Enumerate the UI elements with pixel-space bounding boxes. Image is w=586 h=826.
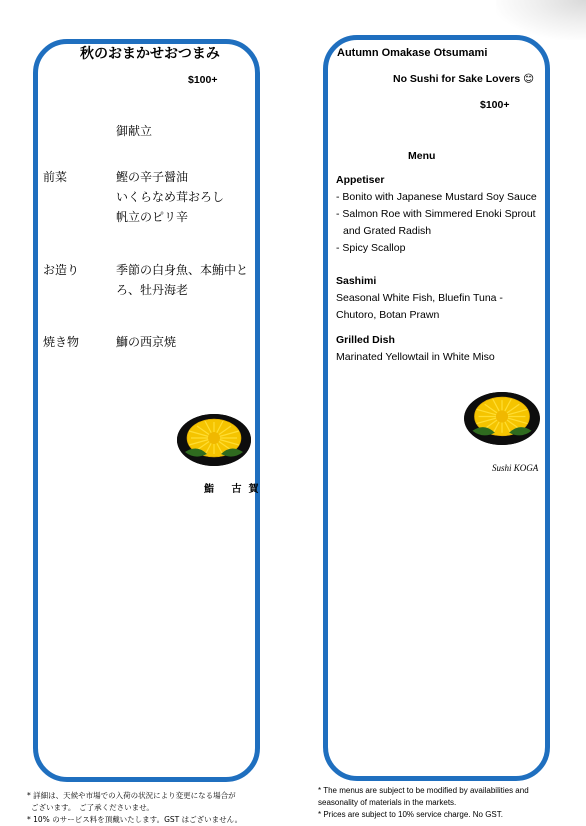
en-section-heading: Appetiser (336, 174, 385, 186)
jp-signature: 鮨 古賀 (204, 484, 266, 495)
chrysanthemum-icon (464, 392, 540, 445)
en-footnote-line: * The menus are subject to be modified by availabilities and (318, 786, 529, 795)
jp-menu-heading: 御献立 (116, 124, 153, 138)
en-footnote-line: seasonality of materials in the markets. (318, 798, 457, 807)
en-menu-heading: Menu (408, 150, 436, 162)
en-section-line: and Grated Radish (343, 225, 432, 237)
en-menu-title: Autumn Omakase Otsumami (337, 47, 488, 59)
chrysanthemum-icon (177, 414, 251, 466)
en-menu-price: $100+ (480, 99, 510, 111)
jp-course-category: 焼き物 (43, 335, 80, 349)
japanese-menu-panel (33, 39, 260, 782)
en-section-line: Marinated Yellowtail in White Miso (336, 351, 495, 363)
jp-course-item: 鰹の辛子醤油 (116, 170, 189, 184)
en-menu-subtitle: No Sushi for Sake Lovers 😊 (393, 73, 535, 85)
jp-footnote-line: ございます。 ご了承くださいませ。 (31, 803, 154, 812)
en-section-line: Chutoro, Botan Prawn (336, 309, 440, 321)
en-section-heading: Sashimi (336, 275, 377, 287)
jp-course-item: いくらなめ茸おろし (116, 190, 225, 204)
jp-menu-price: $100+ (188, 74, 218, 86)
jp-footnote-line: * 10% のサービス料を頂戴いたします。GST はございません。 (27, 815, 243, 824)
jp-course-item: 季節の白身魚、本鮪中と (116, 263, 249, 277)
en-signature: Sushi KOGA (492, 463, 539, 473)
jp-course-item: 帆立のピリ辛 (116, 210, 189, 224)
jp-course-category: 前菜 (43, 170, 68, 184)
en-footnote-line: * Prices are subject to 10% service charge. No GST. (318, 810, 503, 819)
en-section-line: - Salmon Roe with Simmered Enoki Sprout (336, 208, 536, 220)
en-section-line: - Spicy Scallop (336, 242, 406, 254)
jp-course-item: 鰤の西京焼 (116, 335, 177, 349)
jp-course-item: ろ、牡丹海老 (116, 283, 189, 297)
page-corner-shadow (496, 0, 586, 40)
en-section-line: Seasonal White Fish, Bluefin Tuna - (336, 292, 503, 304)
jp-menu-title: 秋のおまかせおつまみ (80, 46, 220, 62)
en-footnote (318, 785, 529, 821)
jp-footnote-line: * 詳細は、天候や市場での入荷の状況により変更になる場合が (27, 791, 236, 800)
en-section-heading: Grilled Dish (336, 334, 395, 346)
jp-course-category: お造り (43, 263, 80, 277)
jp-footnote (27, 790, 242, 826)
en-section-line: - Bonito with Japanese Mustard Soy Sauce (336, 191, 537, 203)
